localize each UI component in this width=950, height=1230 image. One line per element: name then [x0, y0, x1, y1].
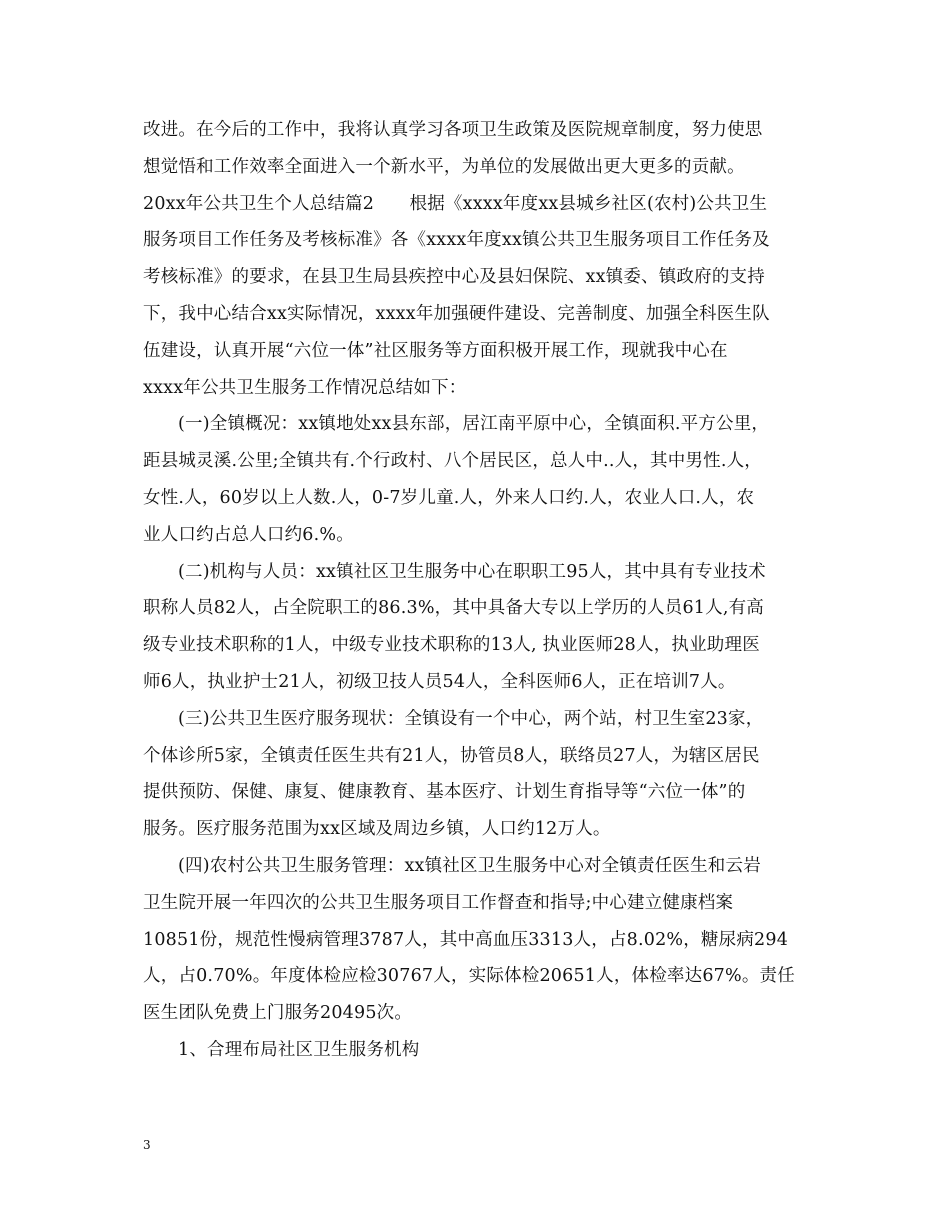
text-line: 想觉悟和工作效率全面进入一个新水平，为单位的发展做出更大更多的贡献。	[143, 156, 745, 177]
text-line: 1、合理布局社区卫生服务机构	[178, 1039, 420, 1060]
text-line: 下，我中心结合xx实际情况，xxxx年加强硬件建设、完善制度、加强全科医生队	[143, 303, 770, 324]
text-line: 职称人员82人，占全院职工的86.3%，其中具备大专以上学历的人员61人,有高	[143, 598, 764, 619]
text-line: 伍建设，认真开展“六位一体”社区服务等方面积极开展工作，现就我中心在	[143, 340, 728, 361]
text-line: 距县城灵溪.公里;全镇共有.个行政村、八个居民区，总人中..人，其中男性.人，	[143, 451, 763, 472]
text-line: xxxx年公共卫生服务工作情况总结如下：	[143, 377, 467, 398]
body-text	[143, 112, 808, 1069]
page-number: 3	[143, 1138, 151, 1152]
text-line: 服务。医疗服务范围为xx区域及周边乡镇，人口约12万人。	[143, 819, 611, 840]
text-line: 10851份，规范性慢病管理3787人，其中高血压3313人，占8.02%，糖尿病294	[143, 929, 789, 950]
text-line: 级专业技术职称的1人，中级专业技术职称的13人, 执业医师28人，执业助理医	[143, 635, 760, 656]
text-line: 师6人，执业护士21人，初级卫技人员54人，全科医师6人，正在培训7人。	[143, 671, 736, 692]
text-line: 20xx年公共卫生个人总结篇2 根据《xxxx年度xx县城乡社区(农村)公共卫生	[143, 193, 768, 214]
text-line: 医生团队免费上门服务20495次。	[143, 1003, 413, 1024]
text-line: (四)农村公共卫生服务管理：xx镇社区卫生服务中心对全镇责任医生和云岩	[178, 855, 761, 876]
text-line: 考核标准》的要求，在县卫生局县疾控中心及县妇保院、xx镇委、镇政府的支持	[143, 267, 765, 288]
text-line: 服务项目工作任务及考核标准》各《xxxx年度xx镇公共卫生服务项目工作任务及	[143, 230, 770, 251]
text-line: 卫生院开展一年四次的公共卫生服务项目工作督查和指导;中心建立健康档案	[143, 892, 734, 913]
text-line: 人，占0.70%。年度体检应检30767人，实际体检20651人，体检率达67%。责任	[143, 966, 795, 987]
text-line: 个体诊所5家，全镇责任医生共有21人，协管员8人，联络员27人，为辖区居民	[143, 745, 760, 766]
text-line: 女性.人，60岁以上人数.人，0-7岁儿童.人，外来人口约.人，农业人口.人，农	[143, 487, 755, 508]
text-line: (一)全镇概况：xx镇地处xx县东部，居江南平原中心，全镇面积.平方公里，	[178, 414, 770, 435]
text-line: (三)公共卫生医疗服务现状：全镇设有一个中心，两个站，村卫生室23家，	[178, 708, 764, 729]
text-line: 提供预防、保健、康复、健康教育、基本医疗、计划生育指导等“六位一体”的	[143, 782, 746, 803]
text-line: 业人口约占总人口约6.%。	[143, 524, 354, 545]
text-line: 改进。在今后的工作中，我将认真学习各项卫生政策及医院规章制度，努力使思	[143, 120, 763, 140]
text-line: (二)机构与人员：xx镇社区卫生服务中心在职职工95人，其中具有专业技术	[178, 561, 766, 582]
